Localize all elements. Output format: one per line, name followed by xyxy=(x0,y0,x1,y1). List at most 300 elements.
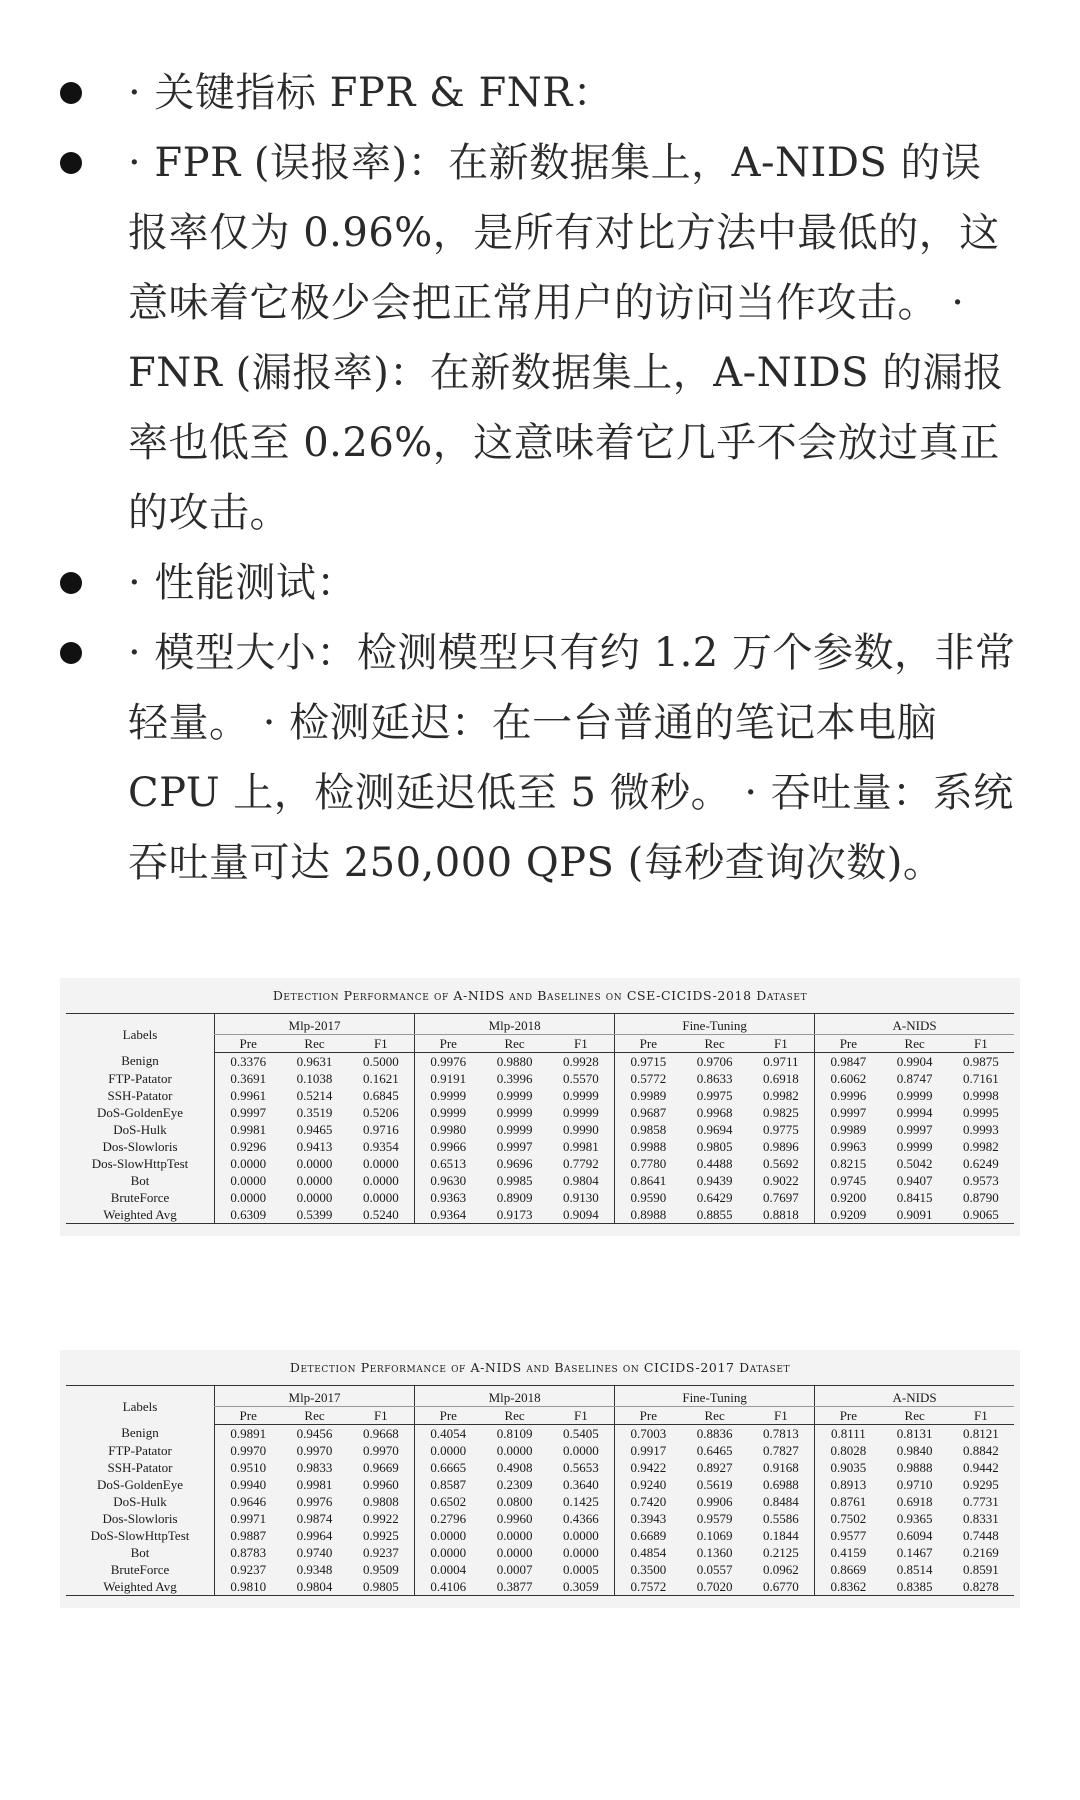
table-cell: 0.4106 xyxy=(415,1578,482,1596)
table-cell: 0.8121 xyxy=(963,1425,999,1441)
table-row xyxy=(66,1138,1014,1155)
table-cell: 0.2796 xyxy=(415,1510,482,1527)
table-cell: 0.6062 xyxy=(815,1070,882,1087)
table-cell: 0.0000 xyxy=(215,1155,282,1172)
table-cell: 0.1425 xyxy=(563,1493,599,1509)
row-label: Benign xyxy=(121,1053,159,1069)
table-cell: 0.9840 xyxy=(896,1442,933,1458)
table-cell: 0.5570 xyxy=(563,1070,599,1086)
table-cell: 0.0000 xyxy=(563,1527,599,1543)
table-cell: 0.3877 xyxy=(481,1578,547,1596)
table-cell: 0.8790 xyxy=(963,1189,999,1205)
metric-header: Pre xyxy=(215,1407,282,1425)
table-cell: 0.9065 xyxy=(948,1206,1014,1224)
table-cell: 0.7448 xyxy=(963,1527,999,1543)
table-row xyxy=(66,1459,1014,1476)
table-cell: 0.9874 xyxy=(296,1510,333,1526)
table-cell: 0.8633 xyxy=(696,1070,733,1086)
table-cell: 0.9971 xyxy=(215,1510,282,1527)
table-cell: 0.8215 xyxy=(815,1155,882,1172)
table-cell: 0.9887 xyxy=(215,1527,282,1544)
table-cell: 0.9363 xyxy=(415,1189,482,1206)
metric-header: Pre xyxy=(615,1407,682,1425)
table-cell: 0.9993 xyxy=(963,1121,999,1137)
table-cell: 0.9407 xyxy=(896,1172,933,1188)
table-cell: 0.8927 xyxy=(696,1459,733,1475)
table-cell: 0.9694 xyxy=(696,1121,733,1137)
table-cell: 0.1069 xyxy=(696,1527,733,1543)
table-cell: 0.9833 xyxy=(296,1459,333,1475)
row-label: DoS-SlowHttpTest xyxy=(90,1527,190,1543)
bullet-text: · 关键指标 FPR & FNR： xyxy=(128,70,614,116)
table-cell: 0.0000 xyxy=(362,1172,399,1188)
metric-header: Rec xyxy=(682,1407,748,1425)
table-cell: 0.6502 xyxy=(415,1493,482,1510)
table-cell: 0.6918 xyxy=(763,1070,799,1086)
table-cell: 0.1844 xyxy=(763,1527,799,1543)
table-cell: 0.9035 xyxy=(815,1459,882,1476)
metric-header: Pre xyxy=(415,1407,482,1425)
method-header: A-NIDS xyxy=(815,1014,1014,1035)
table-cell: 0.9999 xyxy=(496,1104,533,1120)
table-cell: 0.9997 xyxy=(815,1104,882,1121)
table-cell: 0.9928 xyxy=(563,1053,599,1069)
method-header: Mlp-2018 xyxy=(415,1386,615,1407)
metric-header: Rec xyxy=(882,1407,948,1425)
table-cell: 0.9975 xyxy=(696,1087,733,1103)
table-cell: 0.9906 xyxy=(696,1493,733,1509)
table-cell: 0.9940 xyxy=(215,1476,282,1493)
table-cell: 0.9509 xyxy=(362,1561,399,1577)
row-label: FTP-Patator xyxy=(108,1070,172,1086)
table-cell: 0.8514 xyxy=(896,1561,933,1577)
metric-header: Pre xyxy=(415,1035,482,1053)
table-row xyxy=(66,1189,1014,1206)
table-cell: 0.0004 xyxy=(415,1561,482,1578)
table-cell: 0.9904 xyxy=(896,1053,933,1069)
table-cell: 0.0005 xyxy=(563,1561,599,1577)
table-cell: 0.9209 xyxy=(815,1206,882,1224)
table-row xyxy=(66,1578,1014,1596)
table-title: Detection Performance of A-NIDS and Baselines on CSE-CICIDS-2018 Dataset xyxy=(272,988,808,1003)
results-table-2018 xyxy=(60,978,1020,1236)
table-cell: 0.9982 xyxy=(763,1087,799,1103)
table-cell: 0.0000 xyxy=(415,1544,482,1561)
table-row xyxy=(66,1561,1014,1578)
table-cell: 0.9963 xyxy=(815,1138,882,1155)
table-cell: 0.6249 xyxy=(963,1155,999,1171)
table-cell: 0.5206 xyxy=(362,1104,399,1120)
table-cell: 0.9995 xyxy=(963,1104,999,1120)
table-cell: 0.9981 xyxy=(296,1476,333,1492)
table-cell: 0.9999 xyxy=(496,1121,533,1137)
results-table xyxy=(66,1385,1014,1596)
table-cell: 0.8988 xyxy=(615,1206,682,1224)
table-cell: 0.8842 xyxy=(963,1442,999,1458)
table-cell: 0.9981 xyxy=(215,1121,282,1138)
table-cell: 0.0000 xyxy=(362,1155,399,1171)
metric-header: F1 xyxy=(348,1035,415,1053)
row-label: Weighted Avg xyxy=(66,1206,215,1224)
row-label: DoS-GoldenEye xyxy=(97,1476,183,1492)
row-label: BruteForce xyxy=(110,1189,170,1205)
table-cell: 0.9442 xyxy=(963,1459,999,1475)
table-cell: 0.9364 xyxy=(415,1206,482,1224)
table-cell: 0.9980 xyxy=(415,1121,482,1138)
table-title: Detection Performance of A-NIDS and Baselines on CICIDS-2017 Dataset xyxy=(289,1360,791,1375)
table-cell: 0.9805 xyxy=(348,1578,415,1596)
row-label: Benign xyxy=(121,1425,159,1441)
table-cell: 0.0962 xyxy=(763,1561,799,1577)
table-cell: 0.0000 xyxy=(563,1442,599,1458)
table-cell: 0.9981 xyxy=(563,1138,599,1154)
table-cell: 0.9990 xyxy=(563,1121,599,1137)
table-cell: 0.5399 xyxy=(281,1206,347,1224)
table-cell: 0.6465 xyxy=(696,1442,733,1458)
table-cell: 0.9999 xyxy=(496,1087,533,1103)
table-cell: 0.5653 xyxy=(563,1459,599,1475)
table-cell: 0.9808 xyxy=(362,1493,399,1509)
table-row xyxy=(66,1493,1014,1510)
table-cell: 0.9456 xyxy=(296,1425,333,1441)
table-cell: 0.8641 xyxy=(615,1172,682,1189)
table-cell: 0.8913 xyxy=(815,1476,882,1493)
table-cell: 0.9130 xyxy=(563,1189,599,1205)
table-cell: 0.8836 xyxy=(696,1425,733,1441)
table-cell: 0.9091 xyxy=(882,1206,948,1224)
table-cell: 0.8587 xyxy=(415,1476,482,1493)
row-label: SSH-Patator xyxy=(107,1459,173,1475)
results-table-2017 xyxy=(60,1350,1020,1608)
table-cell: 0.6988 xyxy=(763,1476,799,1492)
table-cell: 0.8669 xyxy=(815,1561,882,1578)
table-cell: 0.8362 xyxy=(815,1578,882,1596)
table-cell: 0.4054 xyxy=(415,1425,482,1443)
table-cell: 0.5619 xyxy=(696,1476,733,1492)
table-row xyxy=(66,1172,1014,1189)
bullet-text: · 性能测试： xyxy=(128,560,357,606)
metric-header: Rec xyxy=(281,1035,347,1053)
table-cell: 0.0800 xyxy=(496,1493,533,1509)
method-header: A-NIDS xyxy=(815,1386,1014,1407)
table-cell: 0.6665 xyxy=(415,1459,482,1476)
table-cell: 0.9961 xyxy=(215,1087,282,1104)
table-cell: 0.6429 xyxy=(696,1189,733,1205)
table-cell: 0.9960 xyxy=(362,1476,399,1492)
table-cell: 0.9999 xyxy=(563,1104,599,1120)
table-cell: 0.2125 xyxy=(763,1544,799,1560)
table-cell: 0.9295 xyxy=(963,1476,999,1492)
table-row xyxy=(66,1510,1014,1527)
table-cell: 0.9997 xyxy=(896,1121,933,1137)
table-cell: 0.7572 xyxy=(615,1578,682,1596)
metric-header: Rec xyxy=(682,1035,748,1053)
table-cell: 0.7420 xyxy=(615,1493,682,1510)
table-cell: 0.6513 xyxy=(415,1155,482,1172)
table-cell: 0.9925 xyxy=(362,1527,399,1543)
table-cell: 0.7003 xyxy=(615,1425,682,1443)
table-cell: 0.9988 xyxy=(615,1138,682,1155)
table-cell: 0.6094 xyxy=(896,1527,933,1543)
table-row xyxy=(66,1053,1014,1071)
table-cell: 0.2169 xyxy=(963,1544,999,1560)
table-cell: 0.0000 xyxy=(415,1442,482,1459)
table-cell: 0.9970 xyxy=(296,1442,333,1458)
table-cell: 0.0000 xyxy=(215,1189,282,1206)
bullet-fpr-fnr xyxy=(0,128,1080,548)
table-cell: 0.9237 xyxy=(362,1544,399,1560)
table-cell: 0.9810 xyxy=(215,1578,282,1596)
row-label: Bot xyxy=(130,1172,150,1188)
bullet-dot-icon xyxy=(60,82,82,104)
table-cell: 0.3376 xyxy=(215,1053,282,1071)
table-cell: 0.9740 xyxy=(296,1544,333,1560)
table-cell: 0.9966 xyxy=(415,1138,482,1155)
row-label: BruteForce xyxy=(110,1561,170,1577)
table-cell: 0.1467 xyxy=(896,1544,933,1560)
table-cell: 0.9590 xyxy=(615,1189,682,1206)
table-cell: 0.9891 xyxy=(215,1425,282,1443)
table-cell: 0.8484 xyxy=(763,1493,799,1509)
table-cell: 0.0007 xyxy=(496,1561,533,1577)
table-cell: 0.9706 xyxy=(696,1053,733,1069)
table-cell: 0.7780 xyxy=(615,1155,682,1172)
table-cell: 0.9998 xyxy=(963,1087,999,1103)
table-cell: 0.9994 xyxy=(896,1104,933,1120)
table-cell: 0.9970 xyxy=(362,1442,399,1458)
table-cell: 0.5586 xyxy=(763,1510,799,1526)
table-cell: 0.9976 xyxy=(296,1493,333,1509)
table-body xyxy=(66,1425,1014,1596)
table-cell: 0.0000 xyxy=(296,1189,333,1205)
bullet-dot-icon xyxy=(60,642,82,664)
labels-header: Labels xyxy=(66,1386,215,1425)
method-header: Mlp-2017 xyxy=(215,1386,415,1407)
table-cell: 0.4488 xyxy=(696,1155,733,1171)
table-cell: 0.9997 xyxy=(496,1138,533,1154)
table-cell: 0.3519 xyxy=(296,1104,333,1120)
table-cell: 0.9847 xyxy=(815,1053,882,1071)
table-cell: 0.0000 xyxy=(362,1189,399,1205)
table-cell: 0.9970 xyxy=(215,1442,282,1459)
table-cell: 0.1038 xyxy=(296,1070,333,1086)
table-cell: 0.8028 xyxy=(815,1442,882,1459)
table-cell: 0.0000 xyxy=(496,1442,533,1458)
metric-header: Pre xyxy=(815,1407,882,1425)
table-cell: 0.9888 xyxy=(896,1459,933,1475)
table-cell: 0.6918 xyxy=(896,1493,933,1509)
labels-header: Labels xyxy=(66,1014,215,1053)
table-cell: 0.0000 xyxy=(496,1527,533,1543)
table-cell: 0.9999 xyxy=(563,1087,599,1103)
table-cell: 0.9999 xyxy=(415,1087,482,1104)
bullet-dot-icon xyxy=(60,572,82,594)
table-cell: 0.9999 xyxy=(415,1104,482,1121)
table-row xyxy=(66,1476,1014,1493)
row-label: Dos-Slowloris xyxy=(102,1510,178,1526)
row-label: DoS-GoldenEye xyxy=(97,1104,183,1120)
table-cell: 0.6770 xyxy=(748,1578,815,1596)
table-cell: 0.9354 xyxy=(362,1138,399,1154)
table-cell: 0.9716 xyxy=(362,1121,399,1137)
table-cell: 0.9510 xyxy=(215,1459,282,1476)
bullet-dot-icon xyxy=(60,152,82,174)
table-cell: 0.0000 xyxy=(415,1527,482,1544)
table-cell: 0.9880 xyxy=(496,1053,533,1069)
table-cell: 0.8111 xyxy=(815,1425,882,1443)
metric-header: Pre xyxy=(615,1035,682,1053)
table-cell: 0.9985 xyxy=(496,1172,533,1188)
table-cell: 0.8385 xyxy=(882,1578,948,1596)
table-cell: 0.9922 xyxy=(362,1510,399,1526)
metric-header: F1 xyxy=(348,1407,415,1425)
metric-header: Rec xyxy=(882,1035,948,1053)
table-cell: 0.9804 xyxy=(281,1578,347,1596)
table-cell: 0.5405 xyxy=(563,1425,599,1441)
table-row xyxy=(66,1206,1014,1224)
table-cell: 0.9996 xyxy=(815,1087,882,1104)
table-cell: 0.9365 xyxy=(896,1510,933,1526)
table-cell: 0.0000 xyxy=(563,1544,599,1560)
table-cell: 0.7792 xyxy=(563,1155,599,1171)
table-cell: 0.8783 xyxy=(215,1544,282,1561)
table-cell: 0.3500 xyxy=(615,1561,682,1578)
table-cell: 0.9711 xyxy=(763,1053,799,1069)
table-cell: 0.8761 xyxy=(815,1493,882,1510)
table-cell: 0.9439 xyxy=(696,1172,733,1188)
table-cell: 0.9465 xyxy=(296,1121,333,1137)
table-cell: 0.9668 xyxy=(362,1425,399,1441)
table-cell: 0.8909 xyxy=(496,1189,533,1205)
table-cell: 0.5042 xyxy=(896,1155,933,1171)
table-cell: 0.8131 xyxy=(896,1425,933,1441)
table-cell: 0.1621 xyxy=(362,1070,399,1086)
table-cell: 0.9577 xyxy=(815,1527,882,1544)
table-cell: 0.9191 xyxy=(415,1070,482,1087)
table-cell: 0.9875 xyxy=(963,1053,999,1069)
table-cell: 0.9240 xyxy=(615,1476,682,1493)
table-cell: 0.9646 xyxy=(215,1493,282,1510)
metric-header: Pre xyxy=(215,1035,282,1053)
table-cell: 0.3996 xyxy=(496,1070,533,1086)
table-cell: 0.3640 xyxy=(563,1476,599,1492)
table-cell: 0.9168 xyxy=(763,1459,799,1475)
bullet-text: · FPR (误报率)：在新数据集上，A-NIDS 的误报率仅为 0.96%，是所有对比方法中最低的，这意味着它极少会把正常用户的访问当作攻击。 · FNR (漏报率)：在新数据集上，A-NIDS 的漏报率也低至 0.26%，这意味着它几乎不会放过真正的攻击。 xyxy=(128,140,1004,536)
table-cell: 0.9999 xyxy=(896,1138,933,1154)
table-cell: 0.8278 xyxy=(948,1578,1014,1596)
table-cell: 0.9982 xyxy=(963,1138,999,1154)
table-cell: 0.9825 xyxy=(763,1104,799,1120)
bullet-key-metrics xyxy=(0,58,1080,128)
table-cell: 0.9775 xyxy=(763,1121,799,1137)
table-cell: 0.9094 xyxy=(548,1206,615,1224)
table-row xyxy=(66,1442,1014,1459)
table-cell: 0.9630 xyxy=(415,1172,482,1189)
table-cell: 0.3943 xyxy=(615,1510,682,1527)
table-cell: 0.9805 xyxy=(696,1138,733,1154)
method-header: Fine-Tuning xyxy=(615,1014,815,1035)
table-cell: 0.7731 xyxy=(963,1493,999,1509)
method-header: Mlp-2018 xyxy=(415,1014,615,1035)
metric-header: F1 xyxy=(748,1035,815,1053)
table-cell: 0.9976 xyxy=(415,1053,482,1071)
metric-header: Rec xyxy=(481,1035,547,1053)
row-label: DoS-Hulk xyxy=(113,1493,167,1509)
table-row xyxy=(66,1425,1014,1443)
table-cell: 0.4366 xyxy=(563,1510,599,1526)
bullet-performance-test xyxy=(0,548,1080,618)
row-label: FTP-Patator xyxy=(108,1442,172,1458)
table-cell: 0.8818 xyxy=(748,1206,815,1224)
row-label: SSH-Patator xyxy=(107,1087,173,1103)
table-cell: 0.0000 xyxy=(296,1172,333,1188)
table-cell: 0.8591 xyxy=(963,1561,999,1577)
method-header: Mlp-2017 xyxy=(215,1014,415,1035)
metric-header: F1 xyxy=(548,1407,615,1425)
bullet-text: · 模型大小：检测模型只有约 1.2 万个参数，非常轻量。 · 检测延迟：在一台普通的笔记本电脑 CPU 上，检测延迟低至 5 微秒。 · 吞吐量：系统吞吐量可达 250,000 QPS (每秒查询次数)。 xyxy=(128,630,1016,886)
table-body xyxy=(66,1053,1014,1224)
results-table xyxy=(66,1013,1014,1224)
table-cell: 0.7502 xyxy=(815,1510,882,1527)
table-cell: 0.9573 xyxy=(963,1172,999,1188)
table-cell: 0.5692 xyxy=(763,1155,799,1171)
table-cell: 0.9631 xyxy=(296,1053,333,1069)
table-cell: 0.4159 xyxy=(815,1544,882,1561)
table-cell: 0.5000 xyxy=(362,1053,399,1069)
table-cell: 0.9022 xyxy=(763,1172,799,1188)
row-label: DoS-Hulk xyxy=(113,1121,167,1137)
table-cell: 0.9710 xyxy=(896,1476,933,1492)
table-cell: 0.0557 xyxy=(696,1561,733,1577)
table-row xyxy=(66,1104,1014,1121)
metric-header: F1 xyxy=(948,1407,1014,1425)
table-cell: 0.8109 xyxy=(496,1425,533,1441)
row-label: Dos-SlowHttpTest xyxy=(91,1155,189,1171)
table-cell: 0.4854 xyxy=(615,1544,682,1561)
table-cell: 0.0000 xyxy=(496,1544,533,1560)
table-cell: 0.9917 xyxy=(615,1442,682,1459)
table-cell: 0.8415 xyxy=(896,1189,933,1205)
table-cell: 0.2309 xyxy=(496,1476,533,1492)
table-cell: 0.9413 xyxy=(296,1138,333,1154)
table-cell: 0.9687 xyxy=(615,1104,682,1121)
table-cell: 0.9968 xyxy=(696,1104,733,1120)
table-cell: 0.7697 xyxy=(763,1189,799,1205)
table-cell: 0.5214 xyxy=(296,1087,333,1103)
bullet-list xyxy=(0,58,1080,898)
table-cell: 0.9669 xyxy=(362,1459,399,1475)
table-row xyxy=(66,1121,1014,1138)
table-cell: 0.9964 xyxy=(296,1527,333,1543)
table-cell: 0.3059 xyxy=(548,1578,615,1596)
table-cell: 0.7813 xyxy=(763,1425,799,1441)
metric-header: Rec xyxy=(481,1407,547,1425)
bullet-model-size xyxy=(0,618,1080,898)
table-cell: 0.9237 xyxy=(215,1561,282,1578)
table-cell: 0.9296 xyxy=(215,1138,282,1155)
table-cell: 0.8855 xyxy=(682,1206,748,1224)
metric-header: F1 xyxy=(548,1035,615,1053)
table-cell: 0.5240 xyxy=(348,1206,415,1224)
table-row xyxy=(66,1087,1014,1104)
row-label: Dos-Slowloris xyxy=(102,1138,178,1154)
table-cell: 0.9745 xyxy=(815,1172,882,1189)
table-cell: 0.5772 xyxy=(615,1070,682,1087)
table-cell: 0.9960 xyxy=(496,1510,533,1526)
table-cell: 0.8747 xyxy=(896,1070,933,1086)
table-cell: 0.9422 xyxy=(615,1459,682,1476)
table-cell: 0.9999 xyxy=(896,1087,933,1103)
